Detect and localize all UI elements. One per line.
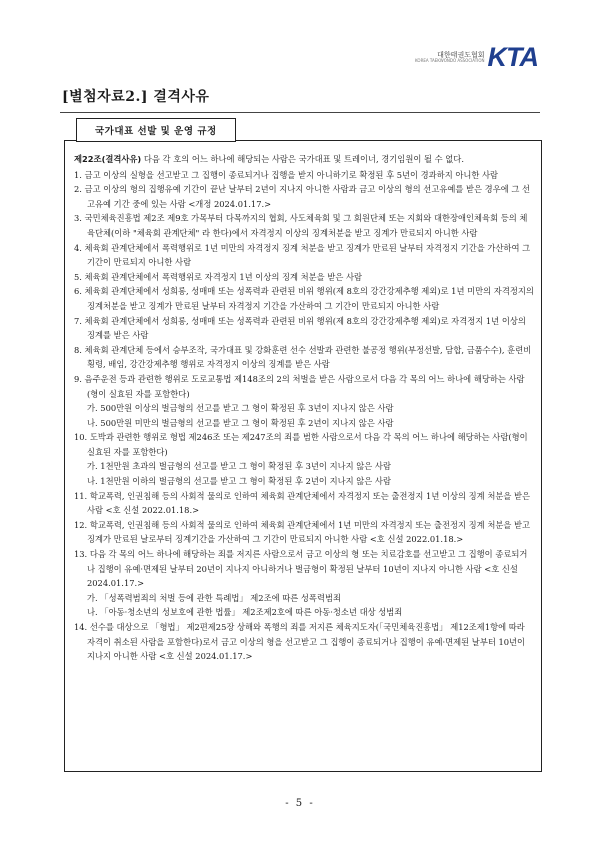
kta-logo — [415, 42, 538, 73]
article-intro-text: 다음 각 호의 어느 하나에 해당되는 사람은 국가대표 및 트레이너, 경기임원이 될 수 없다. — [141, 154, 464, 164]
logo-org-name: 대한태권도협회 KOREA TAEKWONDO ASSOCIATION — [415, 51, 485, 64]
sub-clause: 가. 1천만원 초과의 벌금형의 선고를 받고 그 형이 확정된 후 3년이 지나지 않은 사람 — [87, 461, 391, 472]
clause-item: 13. 다음 각 목의 어느 하나에 해당하는 죄를 저지른 사람으로서 금고 이상의 형 또는 치료감호를 선고받고 그 집행이 종료되거나 집행이 유예·면제된 날부터 20년이 지나지 아니하거나 벌금형이 확정된 날부터 10년이 지나지 아니한 사람 <호 신설 2024.01.17.> — [74, 549, 528, 589]
clause-item: 9. 음주운전 등과 관련한 행위로 도로교통법 제148조의 2의 처벌을 받은 사람으로서 다음 각 목의 어느 하나에 해당하는 사람(형이 실효된 자를 포함한다) — [74, 373, 525, 399]
sub-clause: 가. 「성폭력범죄의 처벌 등에 관한 특례법」 제2조에 따른 성폭력범죄 — [87, 592, 341, 603]
clause-item: 8. 체육회 관계단체 등에서 승부조작, 국가대표 및 강화훈련 선수 선발과 관련한 불공정 행위(부정선발, 담합, 금품수수), 훈련비 횡령, 배임, 강간강제추행 행위로 자격정지 이상의 징계를 받은 사람 — [74, 344, 532, 370]
page-number: - 5 - — [285, 798, 315, 809]
regulation-box-title: 국가대표 선발 및 운영 규정 — [76, 118, 236, 142]
sub-clause: 나. 1천만원 이하의 벌금형의 선고를 받고 그 형이 확정된 후 2년이 지나지 않은 사람 — [87, 476, 391, 487]
clause-item: 2. 금고 이상의 형의 집행유예 기간이 끝난 날부터 2년이 지나지 아니한 사람과 금고 이상의 형의 선고유예를 받은 경우에 그 선고유예 기간 중에 있는 사람 <개정 2024.01.17.> — [74, 184, 531, 209]
clause-item: 12. 학교폭력, 인권침해 등의 사회적 물의로 인하여 체육회 관계단체에서 1년 미만의 자격정지 또는 출전정지 징계 처분을 받고 징계가 만료된 날로부터 징계기간을 가산하여 그 기간이 만료되지 아니한 사람 <호 신설 2022.01.18.> — [74, 519, 531, 545]
article-label: 제22조(결격사유) — [74, 154, 142, 164]
sub-clause: 가. 500만원 이상의 벌금형의 선고를 받고 그 형이 확정된 후 3년이 지나지 않은 사람 — [87, 403, 394, 414]
clause-item: 7. 체육회 관계단체에서 성희롱, 성매매 또는 성폭력과 관련된 비위 행위(제 8호의 강간강제추행 제외)로 자격정지 1년 이상의 징계를 받은 사람 — [74, 315, 526, 341]
clause-item: 3. 국민체육진흥법 제2조 제9호 가목부터 다목까지의 협회, 사도체육회 및 그 회원단체 또는 지회와 대한장애인체육회 등의 체육단체(이하 "체육회 관계단체" 라 한다)에서 자격정지 이상의 징계처분을 받고 징계가 만료되지 아니한 사람 — [74, 213, 528, 238]
clause-item: 6. 체육회 관계단체에서 성희롱, 성매매 또는 성폭력과 관련된 비위 행위(제 8호의 강간강제추행 제외)로 1년 미만의 자격정지의 징계처분을 받고 징계가 만료된 날부터 자격정지 기간을 가산하여 그 기간이 만료되지 아니한 사람 — [74, 286, 534, 311]
logo-mark: KTA — [487, 42, 538, 72]
clause-item: 1. 금고 이상의 실형을 선고받고 그 집행이 종료되거나 집행을 받지 아니하기로 확정된 후 5년이 경과하지 아니한 사람 — [74, 169, 499, 180]
logo-org-name-en: KOREA TAEKWONDO ASSOCIATION — [415, 58, 485, 64]
heading-divider — [60, 112, 540, 113]
clause-item: 11. 학교폭력, 인권침해 등의 사회적 물의로 인하여 체육회 관계단체에서 자격정지 또는 출전정지 1년 이상의 징계 처분을 받은 사람 <호 신설 2022.01.18.> — [74, 490, 531, 516]
sub-clause: 나. 「아동·청소년의 성보호에 관한 법률」 제2조제2호에 따른 아동·청소년 대상 성범죄 — [87, 607, 403, 618]
clause-item: 10. 도박과 관련한 행위로 형법 제246조 또는 제247조의 죄를 범한 사람으로서 다음 각 목의 어느 하나에 해당하는 사람(형이 실효된 자를 포함한다) — [74, 432, 528, 457]
clause-item: 5. 체육회 관계단체에서 폭력행위로 자격정지 1년 이상의 징계 처분을 받은 사람 — [74, 271, 363, 282]
clause-item: 4. 체육회 관계단체에서 폭력행위로 1년 미만의 자격정지 징계 처분을 받고 징계가 만료된 날부터 자격정지 기간을 가산하여 그 기간이 만료되지 아니한 사람 — [74, 242, 531, 268]
sub-clause: 나. 500만원 미만의 벌금형의 선고를 받고 그 형이 확정된 후 2년이 지나지 않은 사람 — [87, 417, 394, 428]
page-heading: [별첨자료2.] 결격사유 — [62, 89, 210, 105]
regulation-content — [74, 152, 534, 664]
clause-item: 14. 선수를 대상으로 「형법」 제2편제25장 상해와 폭행의 죄를 저지른 체육지도자(「국민체육진흥법」 제12조제1항에 따라 자격이 취소된 사람을 포함한다)로서 금고 이상의 형을 선고받고 그 집행이 종료되거나 집행이 유예·면제된 날부터 10년이 지나지 아니한 사람 <호 신설 2024.01.17.> — [74, 622, 526, 662]
article-intro — [74, 152, 534, 167]
